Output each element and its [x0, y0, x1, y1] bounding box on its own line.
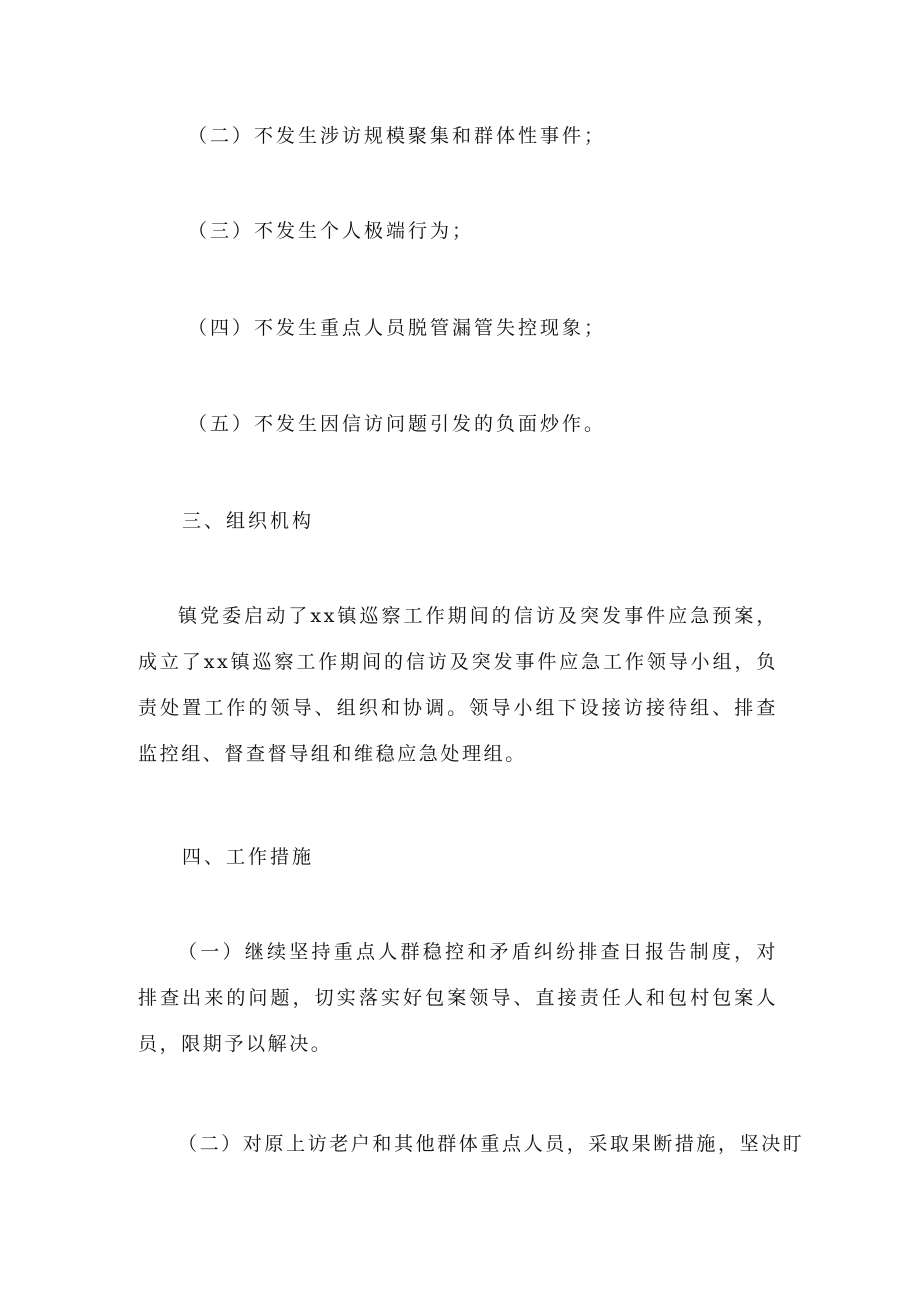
goal-item-3: （三）不发生个人极端行为； [188, 220, 475, 242]
measure-one-paragraph: （一）继续坚持重点人群稳控和矛盾纠纷排查日报告制度，对排查出来的问题，切实落实好包案领导、直接责任人和包村包案人员，限期予以解决。 [138, 941, 778, 1055]
goal-item-2: （二）不发生涉访规模聚集和群体性事件； [188, 125, 607, 147]
goal-item-4: （四）不发生重点人员脱管漏管失控现象； [188, 317, 607, 339]
section-four-heading: 四、工作措施 [182, 846, 315, 868]
measure-two-paragraph: （二）对原上访老户和其他群体重点人员，采取果断措施，坚决盯 [178, 1133, 805, 1155]
section-three-paragraph: 镇党委启动了xx镇巡察工作期间的信访及突发事件应急预案，成立了xx镇巡察工作期间的信访及突发事件应急工作领导小组，负责处置工作的领导、组织和协调。领导小组下设接访接待组、排查监控组、督查督导组和维稳应急处理组。 [138, 605, 778, 765]
section-three-heading: 三、组织机构 [182, 510, 315, 532]
goal-item-5: （五）不发生因信访问题引发的负面炒作。 [188, 413, 607, 435]
